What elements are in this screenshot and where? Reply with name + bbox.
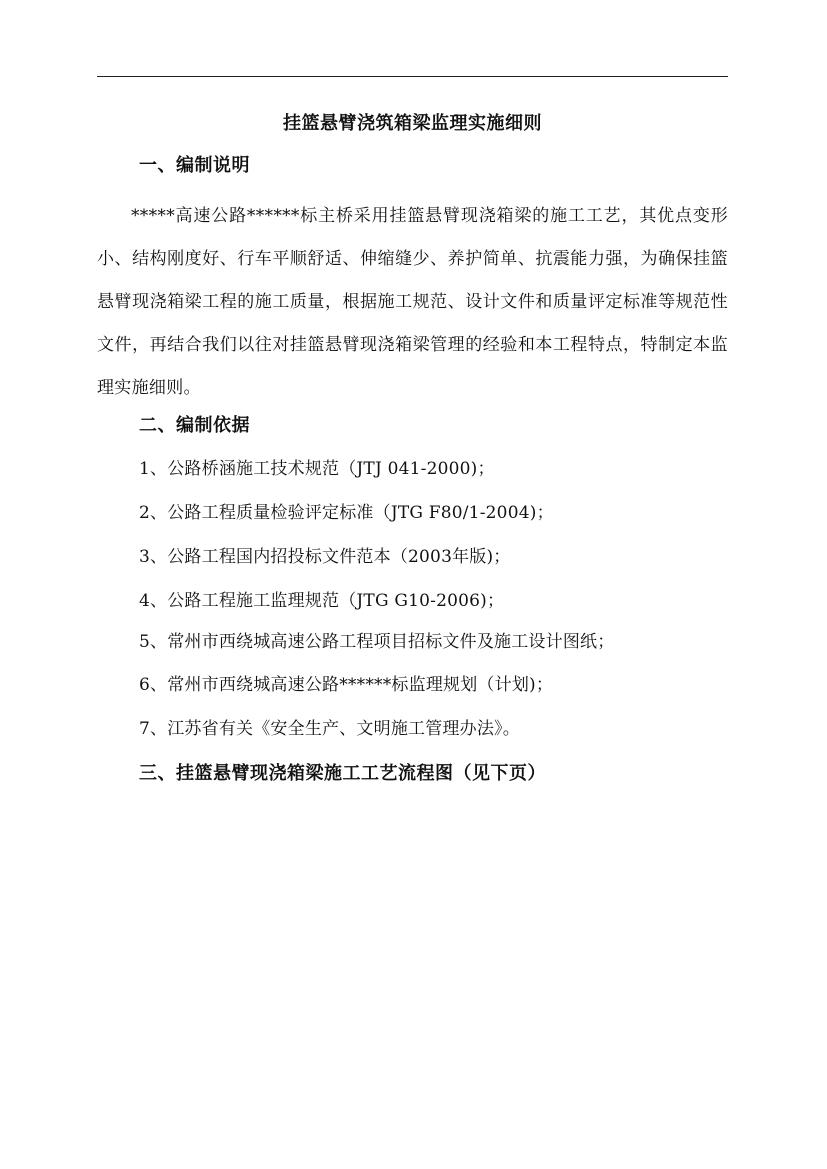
reference-item: 2、公路工程质量检验评定标准（JTG F80/1-2004)； — [139, 503, 554, 523]
reference-item: 7、江苏省有关《安全生产、文明施工管理办法》。 — [139, 719, 520, 739]
section-heading-compilation-notes: 一、编制说明 — [139, 155, 250, 176]
reference-item: 6、常州市西绕城高速公路******标监理规划（计划)； — [139, 675, 554, 695]
body-paragraph: *****高速公路******标主桥采用挂篮悬臂现浇箱梁的施工工艺，其优点变形小、结构刚度好、行车平顺舒适、伸缩缝少、养护简单、抗震能力强，为确保挂篮悬臂现浇箱梁工程的施工质量，根据施工规范、设计文件和质量评定标准等规范性文件，再结合我们以往对挂篮悬臂现浇箱梁管理的经验和本工程特点，特制定本监理实施细则。 — [97, 206, 728, 398]
document-title: 挂篮悬臂浇筑箱梁监理实施细则 — [283, 113, 542, 134]
reference-item: 3、公路工程国内招投标文件范本（2003年版)； — [139, 547, 511, 567]
section-heading-compilation-basis: 二、编制依据 — [139, 415, 250, 436]
reference-item: 5、常州市西绕城高速公路工程项目招标文件及施工设计图纸； — [139, 632, 615, 652]
reference-item: 1、公路桥涵施工技术规范（JTJ 041-2000)； — [139, 459, 495, 479]
reference-item: 4、公路工程施工监理规范（JTG G10-2006)； — [139, 591, 505, 611]
header-rule — [97, 76, 728, 77]
section-heading-process-flowchart: 三、挂篮悬臂现浇箱梁施工工艺流程图（见下页） — [139, 763, 546, 784]
